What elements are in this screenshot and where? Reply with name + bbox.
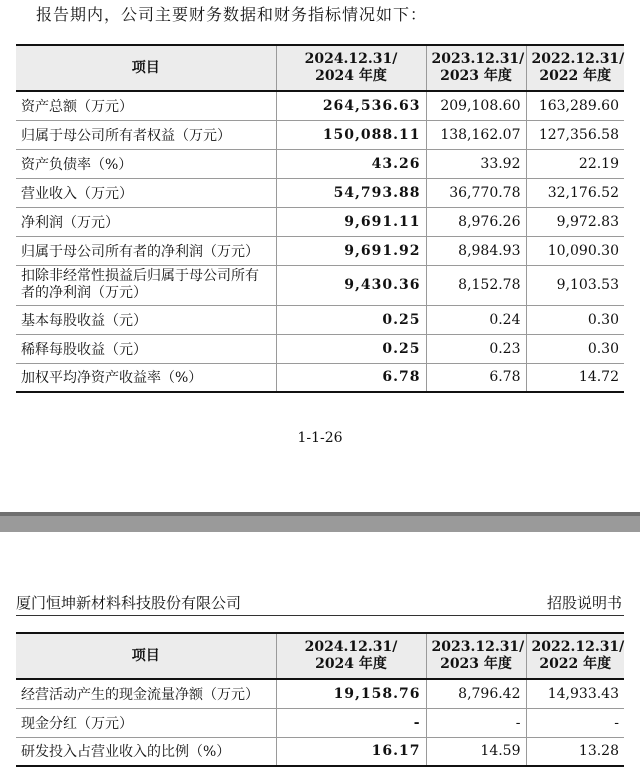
value-2023: 0.24 (426, 305, 526, 334)
row-label: 基本每股收益（元） (16, 305, 276, 334)
header-item: 项目 (16, 633, 276, 679)
financial-data-table (16, 44, 624, 393)
value-2023: 8,984.93 (426, 236, 526, 265)
row-label: 净利润（万元） (16, 207, 276, 236)
value-2022: 22.19 (526, 149, 624, 178)
financial-data-table-continued (16, 632, 624, 767)
value-2023: 33.92 (426, 149, 526, 178)
table-row (16, 334, 624, 363)
table-row (16, 363, 624, 392)
header-2022: 2022.12.31/ 2022 年度 (526, 45, 624, 91)
value-2024: 150,088.11 (276, 120, 426, 149)
value-2024: 9,691.92 (276, 236, 426, 265)
value-2023: 8,152.78 (426, 265, 526, 305)
value-2023: 14.59 (426, 737, 526, 766)
value-2024: 16.17 (276, 737, 426, 766)
row-label: 资产总额（万元） (16, 91, 276, 120)
row-label: 研发投入占营业收入的比例（%） (16, 737, 276, 766)
value-2022: 9,972.83 (526, 207, 624, 236)
header-2024: 2024.12.31/ 2024 年度 (276, 633, 426, 679)
value-2022: 14.72 (526, 363, 624, 392)
value-2023: 6.78 (426, 363, 526, 392)
table-row (16, 178, 624, 207)
row-label: 营业收入（万元） (16, 178, 276, 207)
value-2024: 264,536.63 (276, 91, 426, 120)
row-label: 扣除非经常性损益后归属于母公司所有者的净利润（万元） (16, 265, 276, 305)
header-item: 项目 (16, 45, 276, 91)
row-label: 资产负债率（%） (16, 149, 276, 178)
value-2024: - (276, 708, 426, 737)
table-row (16, 236, 624, 265)
value-2024: 6.78 (276, 363, 426, 392)
header-2023: 2023.12.31/ 2023 年度 (426, 45, 526, 91)
value-2022: 0.30 (526, 334, 624, 363)
table-row (16, 91, 624, 120)
value-2024: 0.25 (276, 305, 426, 334)
value-2022: 9,103.53 (526, 265, 624, 305)
page-number: 1-1-26 (297, 430, 343, 446)
value-2024: 54,793.88 (276, 178, 426, 207)
row-label: 现金分红（万元） (16, 708, 276, 737)
value-2023: 209,108.60 (426, 91, 526, 120)
value-2023: 0.23 (426, 334, 526, 363)
value-2024: 9,430.36 (276, 265, 426, 305)
table-row (16, 207, 624, 236)
value-2022: 13.28 (526, 737, 624, 766)
table-row (16, 737, 624, 766)
value-2023: 8,976.26 (426, 207, 526, 236)
value-2024: 9,691.11 (276, 207, 426, 236)
header-2024: 2024.12.31/ 2024 年度 (276, 45, 426, 91)
document-page-2 (0, 532, 640, 772)
value-2022: 127,356.58 (526, 120, 624, 149)
header-2022: 2022.12.31/ 2022 年度 (526, 633, 624, 679)
value-2024: 43.26 (276, 149, 426, 178)
document-type: 招股说明书 (546, 594, 622, 612)
value-2023: 36,770.78 (426, 178, 526, 207)
intro-text: 报告期内，公司主要财务数据和财务指标情况如下： (36, 5, 428, 24)
table-row (16, 679, 624, 708)
row-label: 稀释每股收益（元） (16, 334, 276, 363)
value-2023: 8,796.42 (426, 679, 526, 708)
value-2023: - (426, 708, 526, 737)
row-label: 加权平均净资产收益率（%） (16, 363, 276, 392)
row-label: 经营活动产生的现金流量净额（万元） (16, 679, 276, 708)
table-row (16, 305, 624, 334)
page-separator (0, 512, 640, 532)
table-row (16, 708, 624, 737)
company-name: 厦门恒坤新材料科技股份有限公司 (16, 594, 242, 612)
value-2022: 163,289.60 (526, 91, 624, 120)
row-label: 归属于母公司所有者权益（万元） (16, 120, 276, 149)
value-2022: 14,933.43 (526, 679, 624, 708)
value-2022: - (526, 708, 624, 737)
value-2024: 19,158.76 (276, 679, 426, 708)
value-2023: 138,162.07 (426, 120, 526, 149)
value-2022: 32,176.52 (526, 178, 624, 207)
table-row (16, 120, 624, 149)
value-2022: 0.30 (526, 305, 624, 334)
value-2024: 0.25 (276, 334, 426, 363)
table-row (16, 265, 624, 305)
header-2023: 2023.12.31/ 2023 年度 (426, 633, 526, 679)
table-row (16, 149, 624, 178)
row-label: 归属于母公司所有者的净利润（万元） (16, 236, 276, 265)
header-rule (16, 615, 624, 616)
value-2022: 10,090.30 (526, 236, 624, 265)
